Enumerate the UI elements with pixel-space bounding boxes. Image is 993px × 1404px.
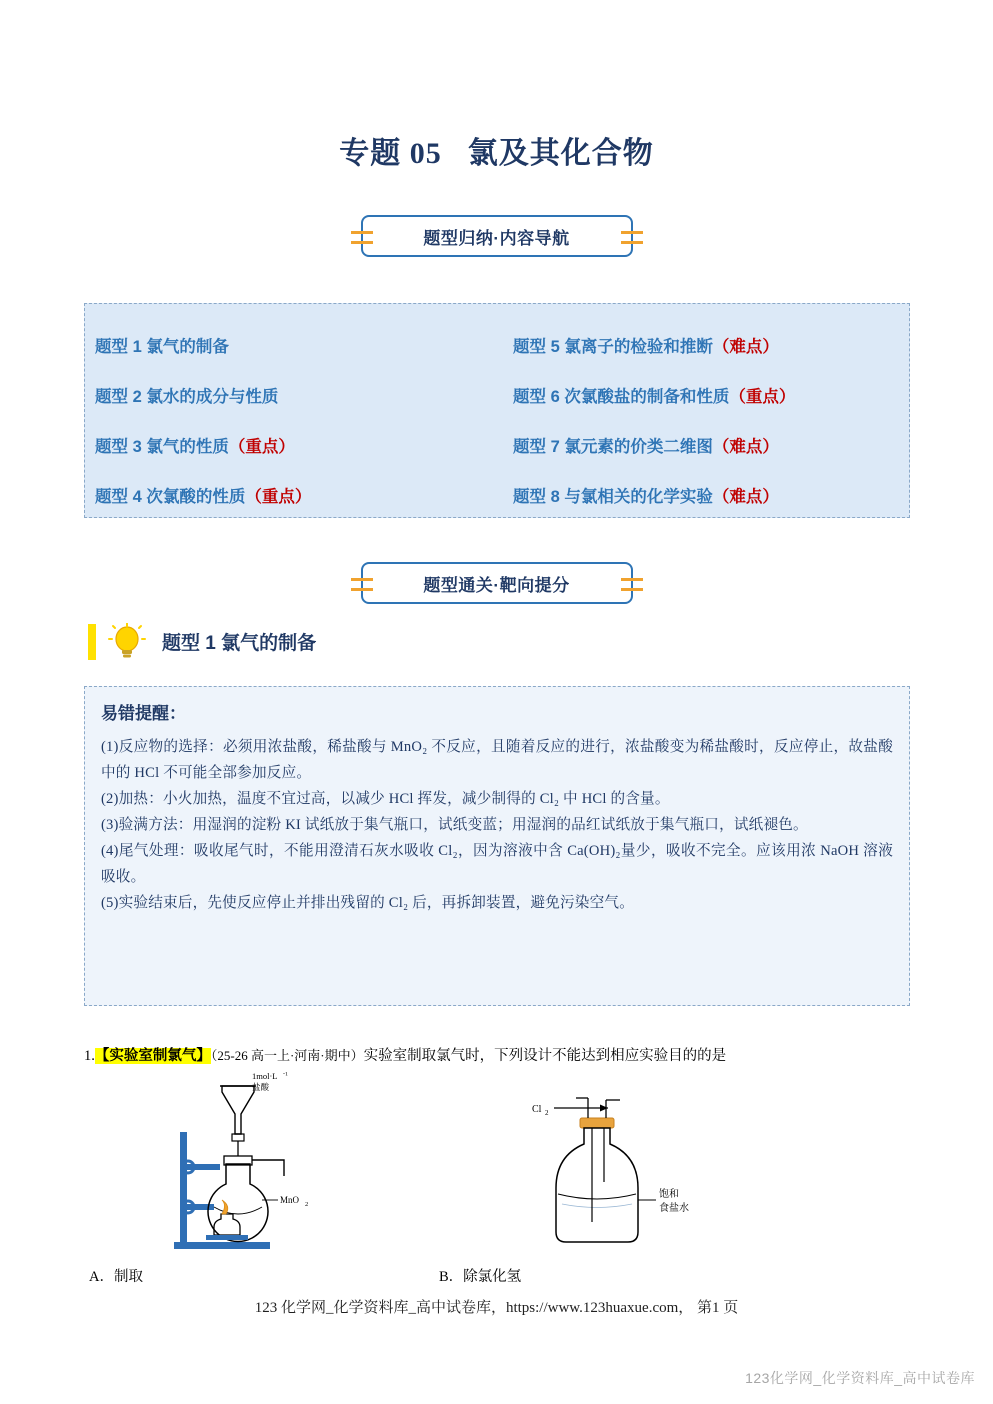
topic-item-2[interactable]	[85, 372, 505, 422]
svg-text:-1: -1	[283, 1072, 288, 1078]
topic-item-4[interactable]	[85, 472, 505, 522]
topic-item-label: 题型 2 氯水的成分与性质	[95, 388, 279, 406]
svg-text:MnO: MnO	[280, 1195, 300, 1205]
svg-text:食盐水: 食盐水	[659, 1203, 689, 1214]
svg-text:2: 2	[545, 1109, 549, 1117]
topic-item-tag: （难点）	[712, 488, 779, 506]
banner-label: 题型通关·靶向提分	[423, 575, 570, 595]
banner-tick-right-icon	[621, 588, 643, 591]
svg-text:Cl: Cl	[532, 1104, 542, 1115]
topic-item-5[interactable]	[503, 322, 913, 372]
tip-line-4: (4)尾气处理：吸收尾气时，不能用澄清石灰水吸收 Cl₂，因为溶液中含 Ca(OH)₂量少，吸收不完全。应该用浓 NaOH 溶液吸收。	[101, 843, 893, 885]
question-source: （25-26 高一上·河南·期中）	[210, 1048, 364, 1063]
topic-item-3[interactable]	[85, 422, 505, 472]
topic-item-7[interactable]	[503, 422, 913, 472]
tip-box-title: 易错提醒：	[101, 704, 186, 723]
lightbulb-glyph-icon	[106, 623, 148, 663]
question-number: 1.	[84, 1048, 95, 1064]
question-line	[84, 1044, 914, 1065]
tip-line-1: (1)反应物的选择：必须用浓盐酸，稀盐酸与 MnO₂ 不反应，且随着反应的进行，浓盐酸变为稀盐酸时，反应停止，故盐酸中的 HCl 不可能全部参加反应。	[101, 739, 893, 781]
figure-group	[84, 1072, 914, 1285]
topic-item-1[interactable]	[85, 322, 505, 372]
banner-content-navigation	[361, 215, 633, 257]
tip-line-5: (5)实验结束后，先使反应停止并排出残留的 Cl₂ 后，再拆卸装置，避免污染空气。	[101, 895, 634, 911]
topic-item-label: 题型 4 次氯酸的性质	[95, 488, 246, 506]
topic-item-label: 题型 7 氯元素的价类二维图	[513, 438, 713, 456]
tip-box	[84, 686, 910, 1006]
topic-item-tag: （重点）	[245, 488, 312, 506]
svg-text:盐酸: 盐酸	[252, 1082, 270, 1092]
banner-tick-left-icon	[351, 231, 373, 234]
banner-tick-left-icon	[351, 578, 373, 581]
question-body: 实验室制取氯气时，下列设计不能达到相应实验目的的是	[363, 1048, 727, 1064]
topic-item-label: 题型 5 氯离子的检验和推断	[513, 338, 713, 356]
tip-line-3: (3)验满方法：用湿润的淀粉 KI 试纸放于集气瓶口，试纸变蓝；用湿润的品红试纸放于集气瓶口，试纸褪色。	[101, 817, 808, 833]
figure-a-label: A．制取	[89, 1269, 143, 1285]
page-title-main: 氯及其化合物	[467, 137, 654, 170]
lightbulb-icon	[84, 622, 158, 664]
topic-item-label: 题型 1 氯气的制备	[95, 338, 229, 356]
watermark: 123化学网_化学资料库_高中试卷库	[745, 1370, 975, 1386]
figure-a-apparatus	[144, 1072, 404, 1257]
banner-tick-right-icon	[621, 578, 643, 581]
topic-item-label: 题型 6 次氯酸盐的制备和性质	[513, 388, 730, 406]
svg-text:1mol·L: 1mol·L	[252, 1072, 278, 1081]
topic-item-tag: （难点）	[712, 338, 779, 356]
topic-item-tag: （重点）	[729, 388, 796, 406]
banner-tick-right-icon	[621, 241, 643, 244]
topic-navigation-box	[84, 303, 910, 518]
topic-item-tag: （难点）	[712, 438, 779, 456]
figure-b-label: B．除氯化氢	[439, 1269, 522, 1285]
banner-label: 题型归纳·内容导航	[423, 228, 570, 248]
page-title	[0, 128, 993, 172]
lightbulb-bar-icon	[88, 624, 96, 660]
topic-column-right	[503, 322, 913, 522]
banner-tick-right-icon	[621, 231, 643, 234]
section-heading	[84, 624, 584, 664]
banner-practice-section	[361, 562, 633, 604]
page-footer: 123 化学网_化学资料库_高中试卷库，https://www.123huaxue.com， 第1 页	[254, 1300, 739, 1316]
topic-column-left	[85, 322, 505, 522]
svg-text:2: 2	[305, 1201, 309, 1208]
figure-b-apparatus	[504, 1082, 804, 1257]
topic-item-8[interactable]	[503, 472, 913, 522]
page-title-prefix: 专题 05	[339, 137, 442, 170]
topic-item-label: 题型 3 氯气的性质	[95, 438, 229, 456]
topic-item-label: 题型 8 与氯相关的化学实验	[513, 488, 713, 506]
topic-item-tag: （重点）	[228, 438, 295, 456]
topic-item-6[interactable]	[503, 372, 913, 422]
tip-line-2: (2)加热：小火加热，温度不宜过高，以减少 HCl 挥发，减少制得的 Cl₂ 中 HCl 的含量。	[101, 791, 670, 807]
question-tag: 【实验室制氯气】	[94, 1048, 211, 1064]
section-heading-label: 题型 1 氯气的制备	[162, 633, 317, 654]
svg-text:饱和: 饱和	[659, 1189, 679, 1200]
banner-tick-left-icon	[351, 588, 373, 591]
banner-tick-left-icon	[351, 241, 373, 244]
